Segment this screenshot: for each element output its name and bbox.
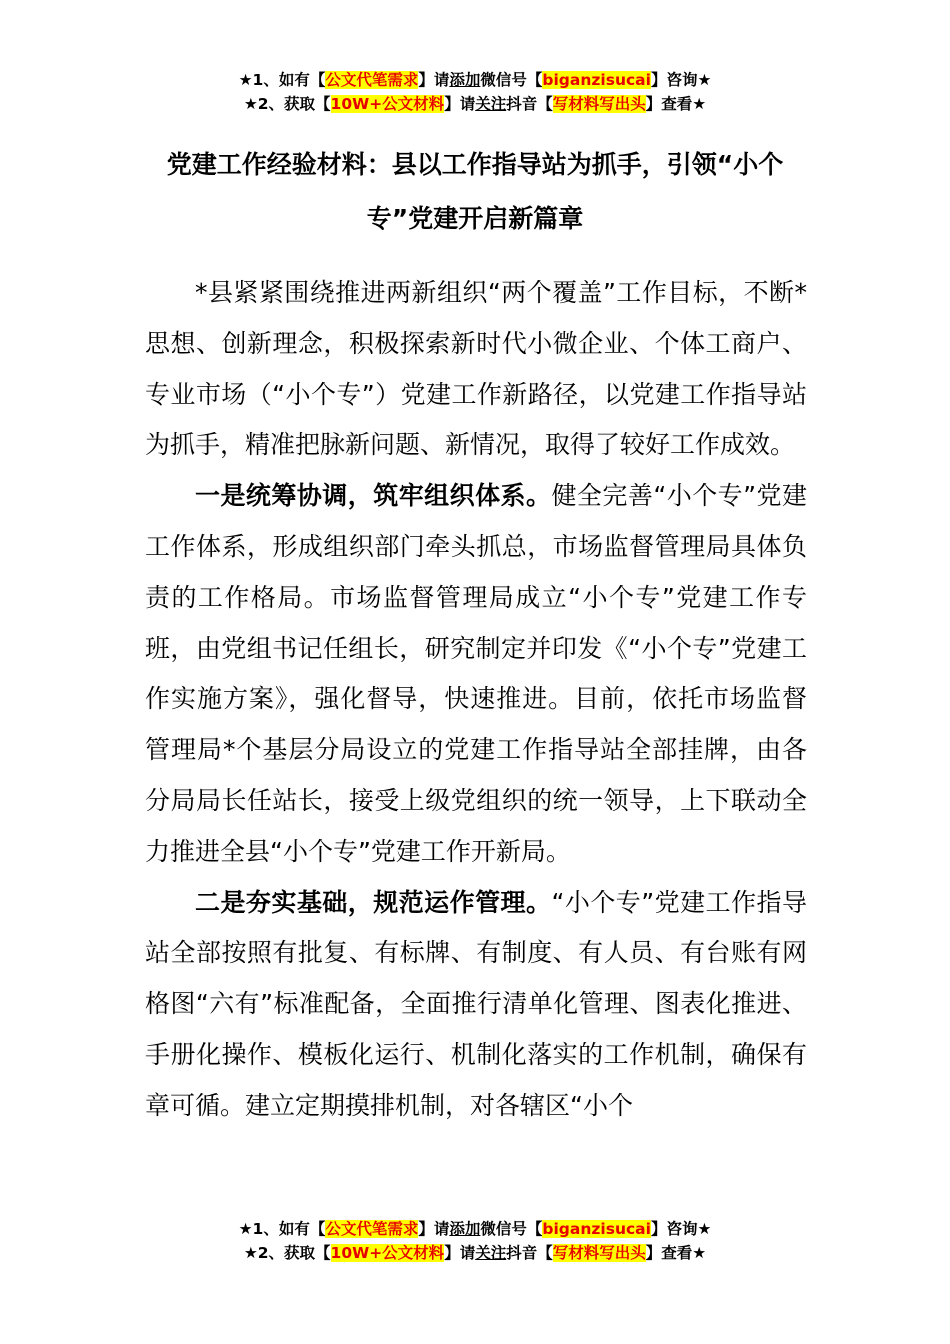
- promo-line-2: [0, 92, 950, 116]
- promo-text: ★1、如有【: [238, 1220, 326, 1238]
- promo-line-2: [0, 1241, 950, 1265]
- promo-underlined: 关注: [475, 95, 507, 113]
- promo-text: 】查看★: [645, 95, 707, 113]
- section-paragraph-2: [145, 878, 807, 1132]
- wechat-id-highlight: biganzisucai: [542, 71, 651, 89]
- promo-underlined: 添加: [449, 1220, 481, 1238]
- section-lead-1: 一是统筹协调，筑牢组织体系。: [195, 481, 552, 511]
- promo-text: 】请: [418, 1220, 450, 1238]
- top-promo-banner: [0, 68, 950, 116]
- section-text-1: 健全完善“小个专”党建工作体系，形成组织部门牵头抓总，市场监督管理局具体负责的工作格局。市场监督管理局成立“小个专”党建工作专班，由党组书记任组长，研究制定并印发《“小个专”党建工作实施方案》，强化督导，快速推进。目前，依托市场监督管理局*个基层分局设立的党建工作指导站全部挂牌，由各分局局长任站长，接受上级党组织的统一领导，上下联动全力推进全县“小个专”党建工作开新局。: [145, 481, 807, 866]
- document-title: 党建工作经验材料：县以工作指导站为抓手，引领“小个专”党建开启新篇章: [166, 150, 784, 233]
- promo-text: 】请: [444, 1244, 476, 1262]
- promo-underlined: 关注: [475, 1244, 507, 1262]
- promo-text: 】请: [444, 95, 476, 113]
- promo-highlight: 公文代笔需求: [325, 71, 419, 89]
- promo-highlight: 10W+公文材料: [330, 1244, 445, 1262]
- section-text-2: “小个专”党建工作指导站全部按照有批复、有标牌、有制度、有人员、有台账有网格图“六有”标准配备，全面推行清单化管理、图表化推进、手册化操作、模板化运行、机制化落实的工作机制，确保有章可循。建立定期摸排机制，对各辖区“小个: [145, 887, 807, 1120]
- promo-text: 】请: [418, 71, 450, 89]
- promo-text: 微信号【: [480, 71, 543, 89]
- promo-text: 抖音【: [506, 1244, 553, 1262]
- promo-text: ★2、获取【: [243, 95, 331, 113]
- promo-underlined: 添加: [449, 71, 481, 89]
- douyin-name-highlight: 写材料写出头: [552, 95, 646, 113]
- promo-line-1: [0, 1217, 950, 1241]
- document-body: [145, 268, 807, 1132]
- section-lead-2: 二是夯实基础，规范运作管理。: [195, 887, 552, 917]
- promo-text: 】查看★: [645, 1244, 707, 1262]
- promo-text: ★2、获取【: [243, 1244, 331, 1262]
- wechat-id-highlight: biganzisucai: [542, 1220, 651, 1238]
- promo-text: 】咨询★: [650, 71, 712, 89]
- promo-text: 抖音【: [506, 95, 553, 113]
- section-paragraph-1: [145, 471, 807, 877]
- promo-line-1: [0, 68, 950, 92]
- bottom-promo-banner: [0, 1217, 950, 1265]
- promo-highlight: 10W+公文材料: [330, 95, 445, 113]
- intro-paragraph: *县紧紧围绕推进两新组织“两个覆盖”工作目标，不断*思想、创新理念，积极探索新时代小微企业、个体工商户、专业市场（“小个专”）党建工作新路径，以党建工作指导站为抓手，精准把脉新问题、新情况，取得了较好工作成效。: [145, 278, 807, 460]
- promo-highlight: 公文代笔需求: [325, 1220, 419, 1238]
- promo-text: 】咨询★: [650, 1220, 712, 1238]
- douyin-name-highlight: 写材料写出头: [552, 1244, 646, 1262]
- promo-text: ★1、如有【: [238, 71, 326, 89]
- promo-text: 微信号【: [480, 1220, 543, 1238]
